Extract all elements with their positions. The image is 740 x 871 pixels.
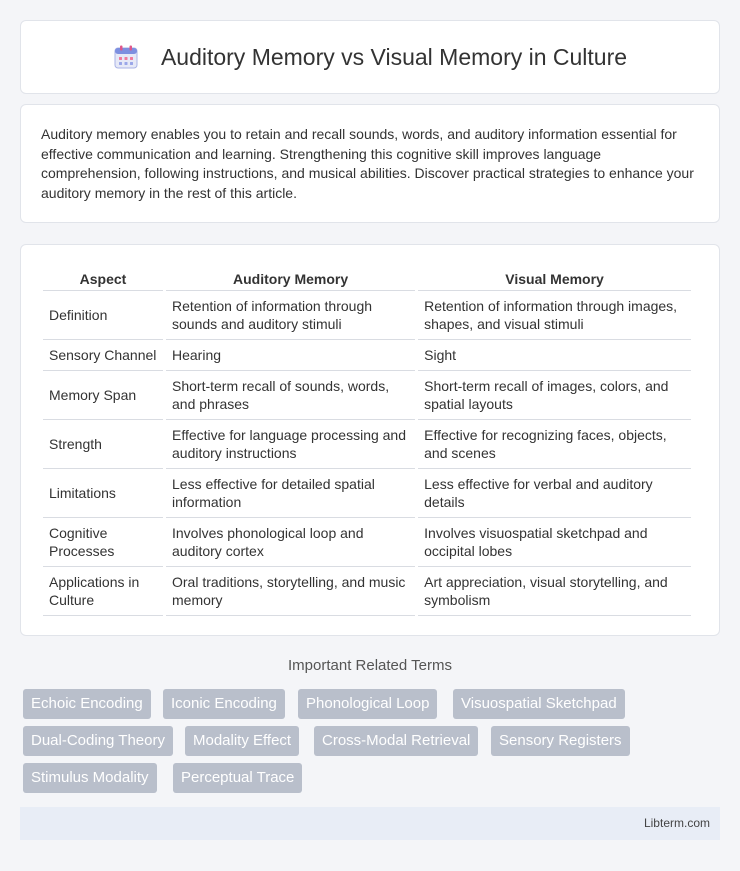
cell-aspect: Cognitive Processes: [43, 518, 163, 567]
cell-visual: Sight: [418, 340, 691, 371]
column-header-aspect: Aspect: [43, 267, 163, 291]
cell-auditory: Retention of information through sounds and auditory stimuli: [166, 291, 415, 340]
cell-visual: Involves visuospatial sketchpad and occipital lobes: [418, 518, 691, 567]
comparison-table-card: [20, 244, 720, 636]
table-row: [43, 567, 691, 616]
cell-visual: Retention of information through images, shapes, and visual stimuli: [418, 291, 691, 340]
calendar-icon: [113, 44, 139, 70]
cell-aspect: Memory Span: [43, 371, 163, 420]
tag-sensory-registers[interactable]: Sensory Registers: [491, 726, 630, 756]
tag-echoic-encoding[interactable]: Echoic Encoding: [23, 689, 151, 719]
cell-auditory: Involves phonological loop and auditory cortex: [166, 518, 415, 567]
cell-visual: Art appreciation, visual storytelling, and symbolism: [418, 567, 691, 616]
cell-visual: Short-term recall of images, colors, and spatial layouts: [418, 371, 691, 420]
intro-card: [20, 104, 720, 223]
table-row: [43, 469, 691, 518]
cell-visual: Effective for recognizing faces, objects, and scenes: [418, 420, 691, 469]
table-row: [43, 420, 691, 469]
cell-aspect: Definition: [43, 291, 163, 340]
tag-iconic-encoding[interactable]: Iconic Encoding: [163, 689, 285, 719]
cell-aspect: Limitations: [43, 469, 163, 518]
tag-dual-coding-theory[interactable]: Dual-Coding Theory: [23, 726, 173, 756]
footer: [20, 807, 720, 840]
cell-auditory: Short-term recall of sounds, words, and phrases: [166, 371, 415, 420]
tag-cross-modal-retrieval[interactable]: Cross-Modal Retrieval: [314, 726, 478, 756]
tag-stimulus-modality[interactable]: Stimulus Modality: [23, 763, 157, 793]
cell-auditory: Hearing: [166, 340, 415, 371]
tag-modality-effect[interactable]: Modality Effect: [185, 726, 299, 756]
table-header-row: [43, 267, 691, 291]
tag-visuospatial-sketchpad[interactable]: Visuospatial Sketchpad: [453, 689, 625, 719]
cell-aspect: Applications in Culture: [43, 567, 163, 616]
comparison-table: [40, 267, 694, 616]
table-row: [43, 371, 691, 420]
table-row: [43, 340, 691, 371]
table-row: [43, 518, 691, 567]
column-header-auditory: Auditory Memory: [166, 267, 415, 291]
cell-auditory: Effective for language processing and auditory instructions: [166, 420, 415, 469]
table-row: [43, 291, 691, 340]
cell-aspect: Strength: [43, 420, 163, 469]
column-header-visual: Visual Memory: [418, 267, 691, 291]
header-card: [20, 20, 720, 94]
page-title: Auditory Memory vs Visual Memory in Culture: [160, 43, 628, 70]
cell-visual: Less effective for verbal and auditory details: [418, 469, 691, 518]
cell-aspect: Sensory Channel: [43, 340, 163, 371]
cell-auditory: Less effective for detailed spatial information: [166, 469, 415, 518]
intro-text: Auditory memory enables you to retain and recall sounds, words, and auditory information essential for effective communication and learning. Strengthening this cognitive skill improves language comprehension, following instructions, and musical abilities. Discover practical strategies to enhance your auditory memory in the rest of this article.: [41, 126, 694, 201]
related-terms-heading: Important Related Terms: [288, 657, 452, 674]
tag-phonological-loop[interactable]: Phonological Loop: [298, 689, 437, 719]
tag-perceptual-trace[interactable]: Perceptual Trace: [173, 763, 302, 793]
footer-site-link[interactable]: Libterm.com: [643, 816, 710, 830]
cell-auditory: Oral traditions, storytelling, and music memory: [166, 567, 415, 616]
